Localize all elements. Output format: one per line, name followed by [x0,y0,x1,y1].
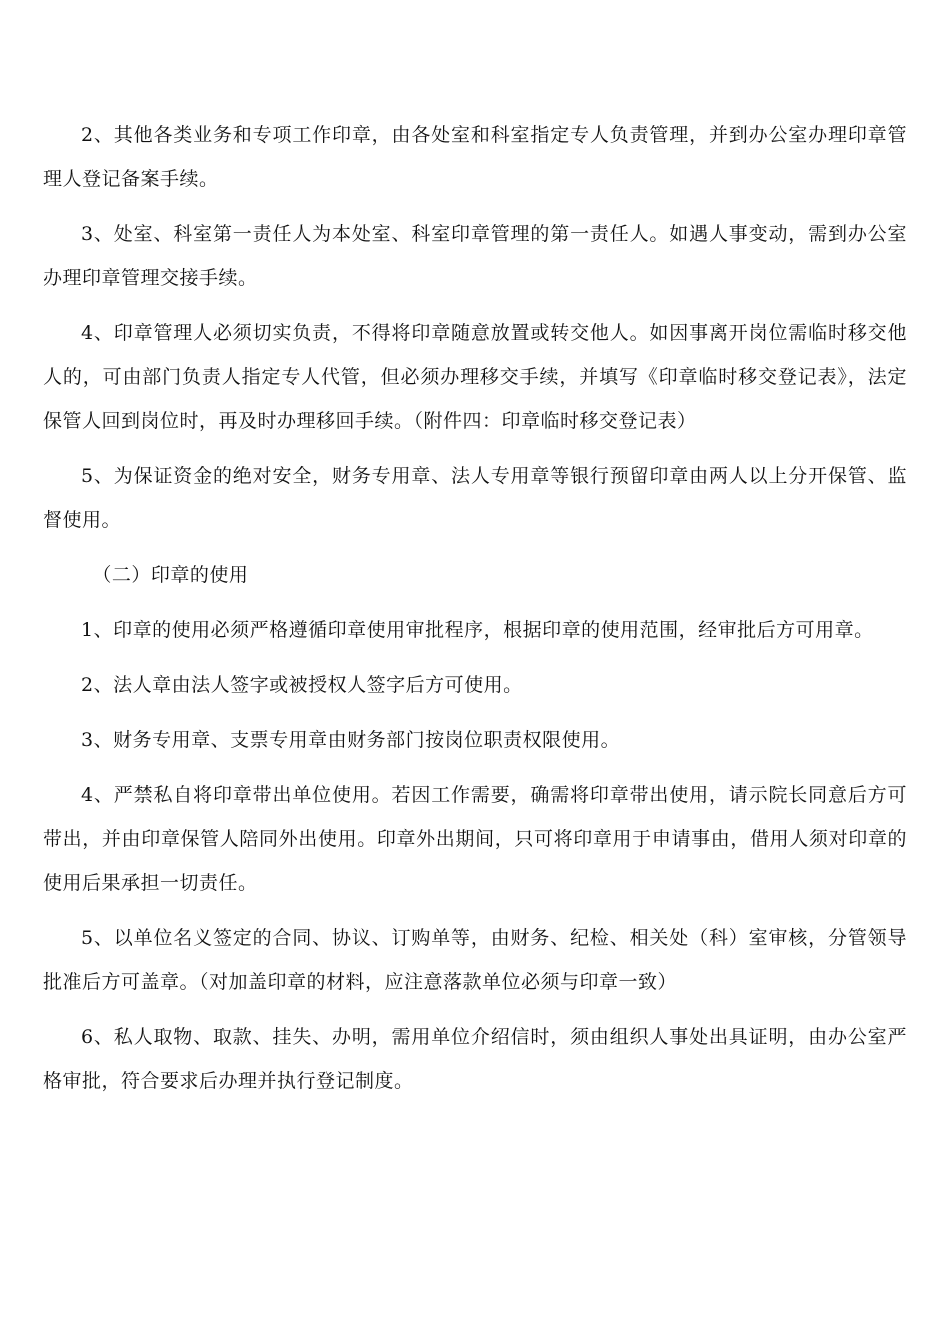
paragraph-6-introduction-letter: 6、私人取物、取款、挂失、办明，需用单位介绍信时，须由组织人事处出具证明，由办公室严格审批，符合要求后办理并执行登记制度。 [43,1026,907,1092]
section-heading-seal-usage: （二）印章的使用 [92,564,249,586]
document-body [43,113,907,1114]
paragraph-2-seal-management: 2、其他各类业务和专项工作印章，由各处室和科室指定专人负责管理，并到办公室办理印章管理人登记备案手续。 [43,124,907,190]
paragraph-5-contract-sealing: 5、以单位名义签定的合同、协议、订购单等，由财务、纪检、相关处（科）室审核，分管领导批准后方可盖章。（对加盖印章的材料，应注意落款单位必须与印章一致） [43,927,907,993]
paragraph-1-approval-procedure: 1、印章的使用必须严格遵循印章使用审批程序，根据印章的使用范围，经审批后方可用章。 [81,619,874,641]
paragraph-3-finance-seal: 3、财务专用章、支票专用章由财务部门按岗位职责权限使用。 [81,729,621,751]
paragraph-4-taking-seal-out: 4、严禁私自将印章带出单位使用。若因工作需要，确需将印章带出使用，请示院长同意后方可带出，并由印章保管人陪同外出使用。印章外出期间，只可将印章用于申请事由，借用人须对印章的使用后果承担一切责任。 [43,784,907,894]
paragraph-4-seal-keeper: 4、印章管理人必须切实负责，不得将印章随意放置或转交他人。如因事离开岗位需临时移交他人的，可由部门负责人指定专人代管，但必须办理移交手续，并填写《印章临时移交登记表》，法定保管人回到岗位时，再及时办理移回手续。（附件四：印章临时移交登记表） [43,322,907,432]
paragraph-2-legal-seal: 2、法人章由法人签字或被授权人签字后方可使用。 [81,674,523,696]
paragraph-5-fund-safety: 5、为保证资金的绝对安全，财务专用章、法人专用章等银行预留印章由两人以上分开保管、监督使用。 [43,465,907,531]
paragraph-3-responsible-person: 3、处室、科室第一责任人为本处室、科室印章管理的第一责任人。如遇人事变动，需到办公室办理印章管理交接手续。 [43,223,907,289]
